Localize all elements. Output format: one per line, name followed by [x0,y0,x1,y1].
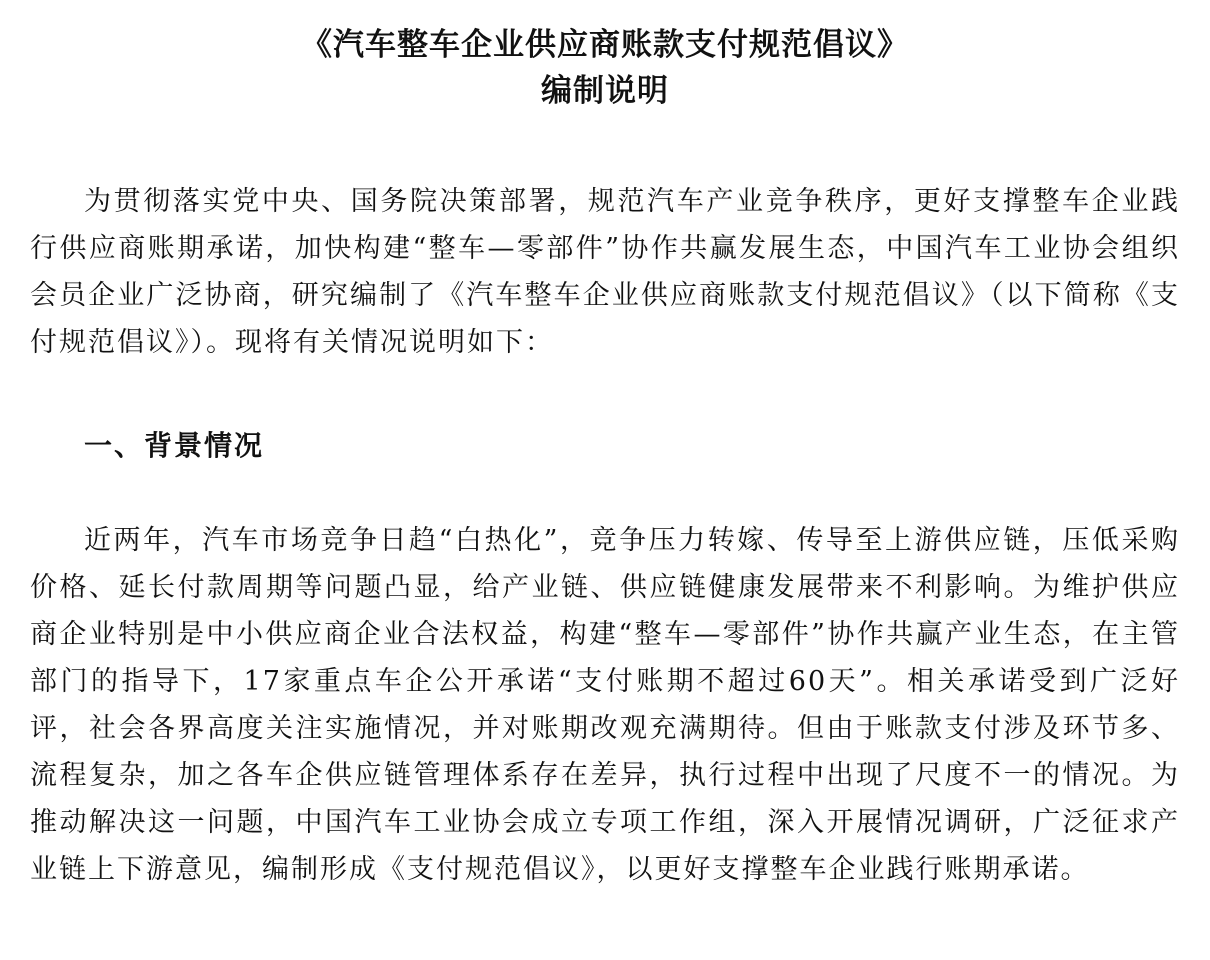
title-line-2: 编制说明 [541,73,669,109]
document-title [30,22,1180,114]
document-page [0,22,1210,960]
background-paragraph: 近两年，汽车市场竞争日趋“白热化”，竞争压力转嫁、传导至上游供应链，压低采购价格、延长付款周期等问题凸显，给产业链、供应链健康发展带来不利影响。为维护供应商企业特别是中小供应商企业合法权益，构建“整车—零部件”协作共赢产业生态，在主管部门的指导下，17家重点车企公开承诺“支付账期不超过60天”。相关承诺受到广泛好评，社会各界高度关注实施情况，并对账期改观充满期待。但由于账款支付涉及环节多、流程复杂，加之各车企供应链管理体系存在差异，执行过程中出现了尺度不一的情况。为推动解决这一问题，中国汽车工业协会成立专项工作组，深入开展情况调研，广泛征求产业链上下游意见，编制形成《支付规范倡议》，以更好支撑整车企业践行账期承诺。 [30,525,1180,885]
title-line-1: 《汽车整车企业供应商账款支付规范倡议》 [301,27,909,63]
section-heading-background: 一、背景情况 [84,429,265,462]
intro-paragraph: 为贯彻落实党中央、国务院决策部署，规范汽车产业竞争秩序，更好支撑整车企业践行供应商账期承诺，加快构建“整车—零部件”协作共赢发展生态，中国汽车工业协会组织会员企业广泛协商，研究编制了《汽车整车企业供应商账款支付规范倡议》（以下简称《支付规范倡议》）。现将有关情况说明如下： [30,186,1180,358]
